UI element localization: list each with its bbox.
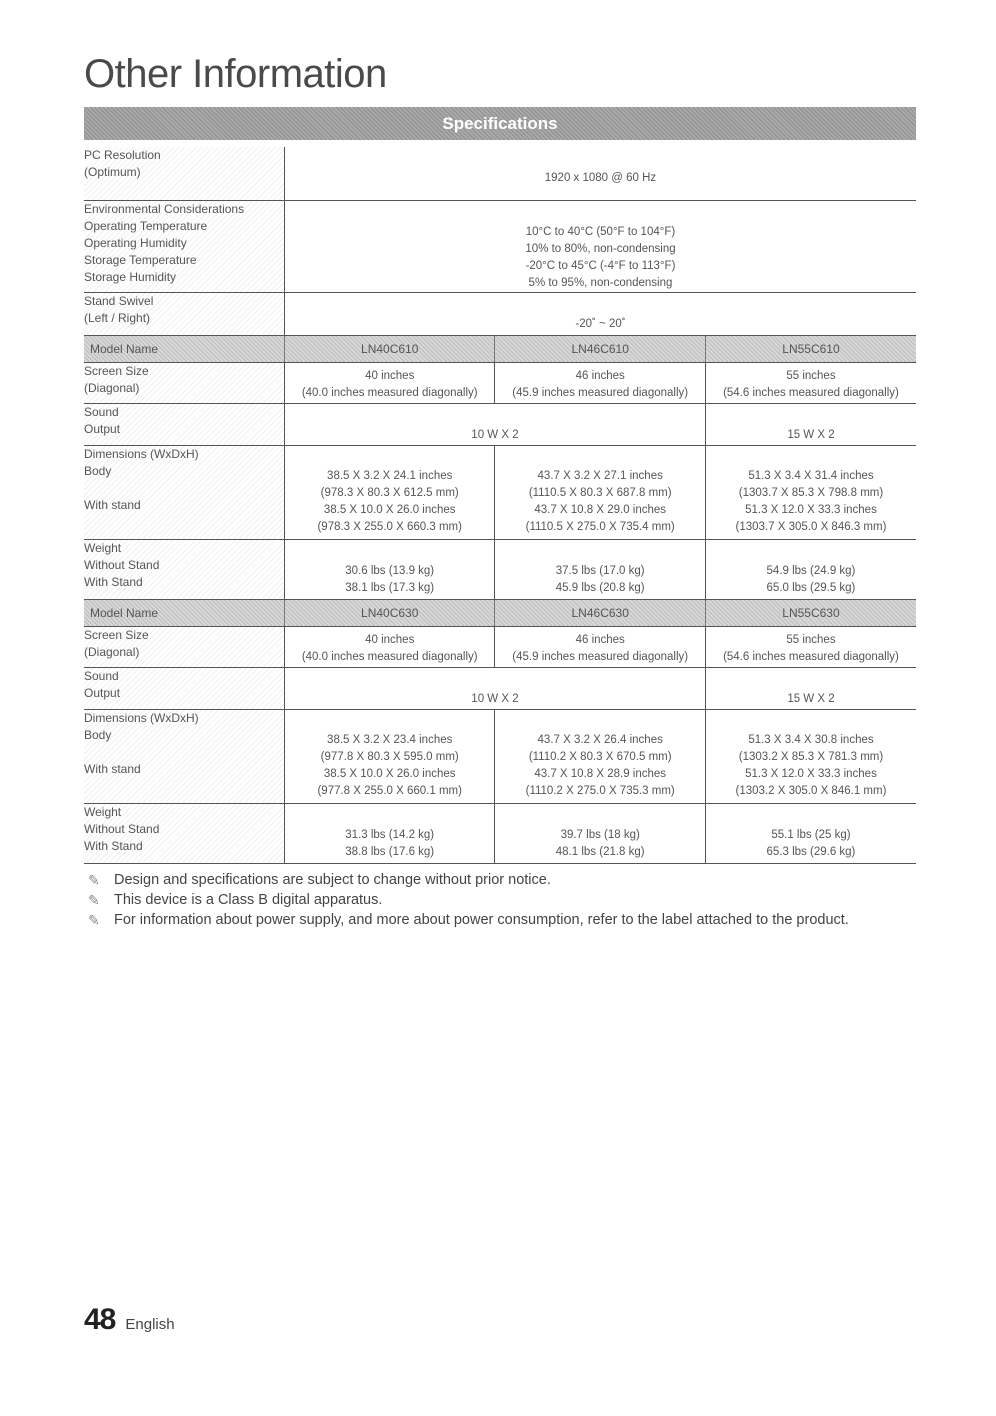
row-label: [84, 626, 284, 667]
page-number: 48: [84, 1303, 116, 1336]
label-line: Storage Humidity: [84, 269, 177, 284]
value-line: 55 inches: [786, 633, 836, 646]
value-cell: [705, 539, 916, 599]
label-line: Dimensions (WxDxH): [84, 446, 199, 461]
value-cell: [495, 539, 705, 599]
model-name: LN46C610: [495, 335, 705, 362]
value-cell: [705, 403, 916, 445]
label-line: Environmental Considerations: [84, 201, 245, 216]
value-line: 46 inches: [575, 633, 625, 646]
value-line: (1110.2 X 80.3 X 670.5 mm): [528, 750, 672, 763]
value-line: 51.3 X 12.0 X 33.3 inches: [745, 767, 877, 780]
model-name: LN55C630: [705, 599, 916, 626]
label-line: Without Stand: [84, 821, 160, 836]
value-cell: [705, 803, 916, 863]
note-item: [88, 910, 849, 930]
value-line: 10% to 80%, non-condensing: [525, 242, 676, 255]
label-line: Weight: [84, 804, 122, 819]
note-item: [88, 890, 849, 910]
model-name-label: Model Name: [84, 335, 284, 362]
value-line: (977.8 X 255.0 X 660.1 mm): [317, 784, 462, 797]
value-cell: [705, 667, 916, 709]
value-cell: [284, 147, 916, 200]
table-row: [84, 709, 916, 803]
row-label: [84, 539, 284, 599]
label-line: Storage Temperature: [84, 252, 197, 267]
value-line: (1110.5 X 275.0 X 735.4 mm): [525, 520, 675, 533]
value-line: 38.8 lbs (17.6 kg): [345, 845, 435, 858]
label-line: (Diagonal): [84, 380, 140, 395]
value-line: (1110.2 X 275.0 X 735.3 mm): [525, 784, 675, 797]
table-row: [84, 200, 916, 292]
value-line: 10 W X 2: [471, 428, 519, 441]
label-line: With Stand: [84, 838, 143, 853]
value-line: 65.0 lbs (29.5 kg): [766, 581, 856, 594]
label-line: Screen Size: [84, 627, 149, 642]
label-line: Body: [84, 727, 112, 742]
model-name: LN40C610: [284, 335, 494, 362]
table-row: [84, 539, 916, 599]
value-line: 55.1 lbs (25 kg): [771, 828, 851, 841]
label-line: PC Resolution: [84, 148, 161, 162]
value-cell: [284, 200, 916, 292]
language-label: English: [125, 1316, 175, 1333]
label-line: Dimensions (WxDxH): [84, 710, 199, 725]
value-line: 38.5 X 10.0 X 26.0 inches: [323, 767, 456, 780]
value-line: 45.9 lbs (20.8 kg): [555, 581, 645, 594]
value-cell: [705, 445, 916, 539]
label-line: Sound: [84, 404, 119, 419]
value-cell: [495, 709, 705, 803]
value-cell: [284, 445, 494, 539]
value-line: 38.5 X 3.2 X 24.1 inches: [327, 469, 453, 482]
label-line: With Stand: [84, 574, 143, 589]
value-line: 43.7 X 10.8 X 28.9 inches: [534, 767, 667, 780]
table-row: [84, 403, 916, 445]
value-line: 39.7 lbs (18 kg): [560, 828, 640, 841]
value-cell: [705, 709, 916, 803]
value-line: (40.0 inches measured diagonally): [301, 386, 478, 399]
pencil-note-icon: ✎: [88, 872, 100, 888]
label-line: With stand: [84, 761, 141, 776]
value-line: 40 inches: [365, 633, 415, 646]
value-cell: [705, 626, 916, 667]
label-line: Output: [84, 685, 121, 700]
value-cell: [705, 362, 916, 403]
value-line: 38.5 X 10.0 X 26.0 inches: [323, 503, 456, 516]
value-line: 10 W X 2: [471, 692, 519, 705]
section-header: Specifications: [84, 107, 916, 140]
table-row: [84, 362, 916, 403]
value-cell: [495, 626, 705, 667]
page-footer: [84, 1303, 175, 1337]
row-label: [84, 200, 284, 292]
value-line: (45.9 inches measured diagonally): [512, 386, 689, 399]
value-cell: [284, 292, 916, 335]
value-line: (978.3 X 80.3 X 612.5 mm): [320, 486, 459, 499]
row-label: [84, 403, 284, 445]
pencil-note-icon: ✎: [88, 892, 100, 908]
model-name: LN55C610: [705, 335, 916, 362]
value-cell: [284, 803, 494, 863]
value-line: 54.9 lbs (24.9 kg): [766, 564, 856, 577]
value-line: 5% to 95%, non-condensing: [528, 276, 673, 289]
label-line: Output: [84, 421, 121, 436]
table-row: [84, 445, 916, 539]
value-cell: [495, 445, 705, 539]
label-line: Stand Swivel: [84, 293, 154, 308]
label-line: Sound: [84, 668, 119, 683]
table-row: [84, 803, 916, 863]
note-item: [88, 870, 849, 890]
value-line: (54.6 inches measured diagonally): [723, 650, 899, 663]
value-cell: [284, 403, 705, 445]
label-line: Operating Humidity: [84, 235, 187, 250]
row-label: [84, 445, 284, 539]
table-row: [84, 667, 916, 709]
specifications-table: [84, 147, 916, 864]
value-line: 55 inches: [786, 369, 836, 382]
value-cell: [284, 539, 494, 599]
value-line: 30.6 lbs (13.9 kg): [345, 564, 435, 577]
value-line: (1303.2 X 85.3 X 781.3 mm): [738, 750, 884, 763]
value-line: (1303.2 X 305.0 X 846.1 mm): [735, 784, 887, 797]
table-row: [84, 626, 916, 667]
value-cell: [495, 362, 705, 403]
value-line: 40 inches: [365, 369, 415, 382]
row-label: [84, 292, 284, 335]
note-text: This device is a Class B digital apparatus.: [114, 892, 383, 908]
value-line: 10°C to 40°C (50°F to 104°F): [525, 225, 676, 238]
value-line: 51.3 X 3.4 X 31.4 inches: [748, 469, 874, 482]
value-cell: [284, 626, 494, 667]
pencil-note-icon: ✎: [88, 912, 100, 928]
value-line: 65.3 lbs (29.6 kg): [766, 845, 856, 858]
value-line: 51.3 X 12.0 X 33.3 inches: [745, 503, 877, 516]
value-line: 38.1 lbs (17.3 kg): [345, 581, 435, 594]
value-line: 51.3 X 3.4 X 30.8 inches: [748, 733, 874, 746]
model-name-row: [84, 599, 916, 626]
value-line: 15 W X 2: [787, 428, 835, 441]
label-line: Without Stand: [84, 557, 160, 572]
value-line: 38.5 X 3.2 X 23.4 inches: [327, 733, 453, 746]
label-line: (Left / Right): [84, 310, 151, 325]
label-line: With stand: [84, 497, 141, 512]
value-cell: [495, 803, 705, 863]
value-line: 43.7 X 3.2 X 26.4 inches: [537, 733, 663, 746]
value-line: (1303.7 X 305.0 X 846.3 mm): [735, 520, 887, 533]
value-line: 15 W X 2: [787, 692, 835, 705]
label-line: Body: [84, 463, 112, 478]
value-line: -20˚ ~ 20˚: [575, 317, 626, 330]
label-line: (Diagonal): [84, 644, 140, 659]
row-label: [84, 803, 284, 863]
value-cell: [284, 667, 705, 709]
value-cell: [284, 362, 494, 403]
value-line: (40.0 inches measured diagonally): [301, 650, 478, 663]
value-line: 48.1 lbs (21.8 kg): [555, 845, 645, 858]
value-line: 37.5 lbs (17.0 kg): [555, 564, 645, 577]
value-line: (45.9 inches measured diagonally): [512, 650, 689, 663]
notes: [88, 870, 849, 930]
row-label: [84, 667, 284, 709]
model-name-row: [84, 335, 916, 362]
value-line: (1303.7 X 85.3 X 798.8 mm): [738, 486, 884, 499]
table-row: [84, 147, 916, 200]
label-line: (Optimum): [84, 165, 141, 179]
model-name: LN40C630: [284, 599, 494, 626]
note-text: Design and specifications are subject to change without prior notice.: [114, 872, 551, 888]
value-line: 1920 x 1080 @ 60 Hz: [544, 172, 657, 184]
value-line: (977.8 X 80.3 X 595.0 mm): [320, 750, 459, 763]
value-line: -20°C to 45°C (-4°F to 113°F): [525, 259, 676, 272]
value-line: 31.3 lbs (14.2 kg): [345, 828, 435, 841]
label-line: Operating Temperature: [84, 218, 208, 233]
page-title: Other Information: [84, 52, 387, 96]
model-name-label: Model Name: [84, 599, 284, 626]
value-line: 43.7 X 3.2 X 27.1 inches: [537, 469, 663, 482]
row-label: [84, 709, 284, 803]
row-label: [84, 147, 284, 200]
label-line: Screen Size: [84, 363, 149, 378]
row-label: [84, 362, 284, 403]
label-line: Weight: [84, 540, 122, 555]
value-line: 43.7 X 10.8 X 29.0 inches: [534, 503, 667, 516]
value-cell: [284, 709, 494, 803]
model-name: LN46C630: [495, 599, 705, 626]
note-text: For information about power supply, and more about power consumption, refer to the label attached to the product.: [114, 912, 849, 928]
value-line: (54.6 inches measured diagonally): [723, 386, 899, 399]
table-row: [84, 292, 916, 335]
value-line: (978.3 X 255.0 X 660.3 mm): [317, 520, 462, 533]
value-line: (1110.5 X 80.3 X 687.8 mm): [528, 486, 672, 499]
value-line: 46 inches: [575, 369, 625, 382]
